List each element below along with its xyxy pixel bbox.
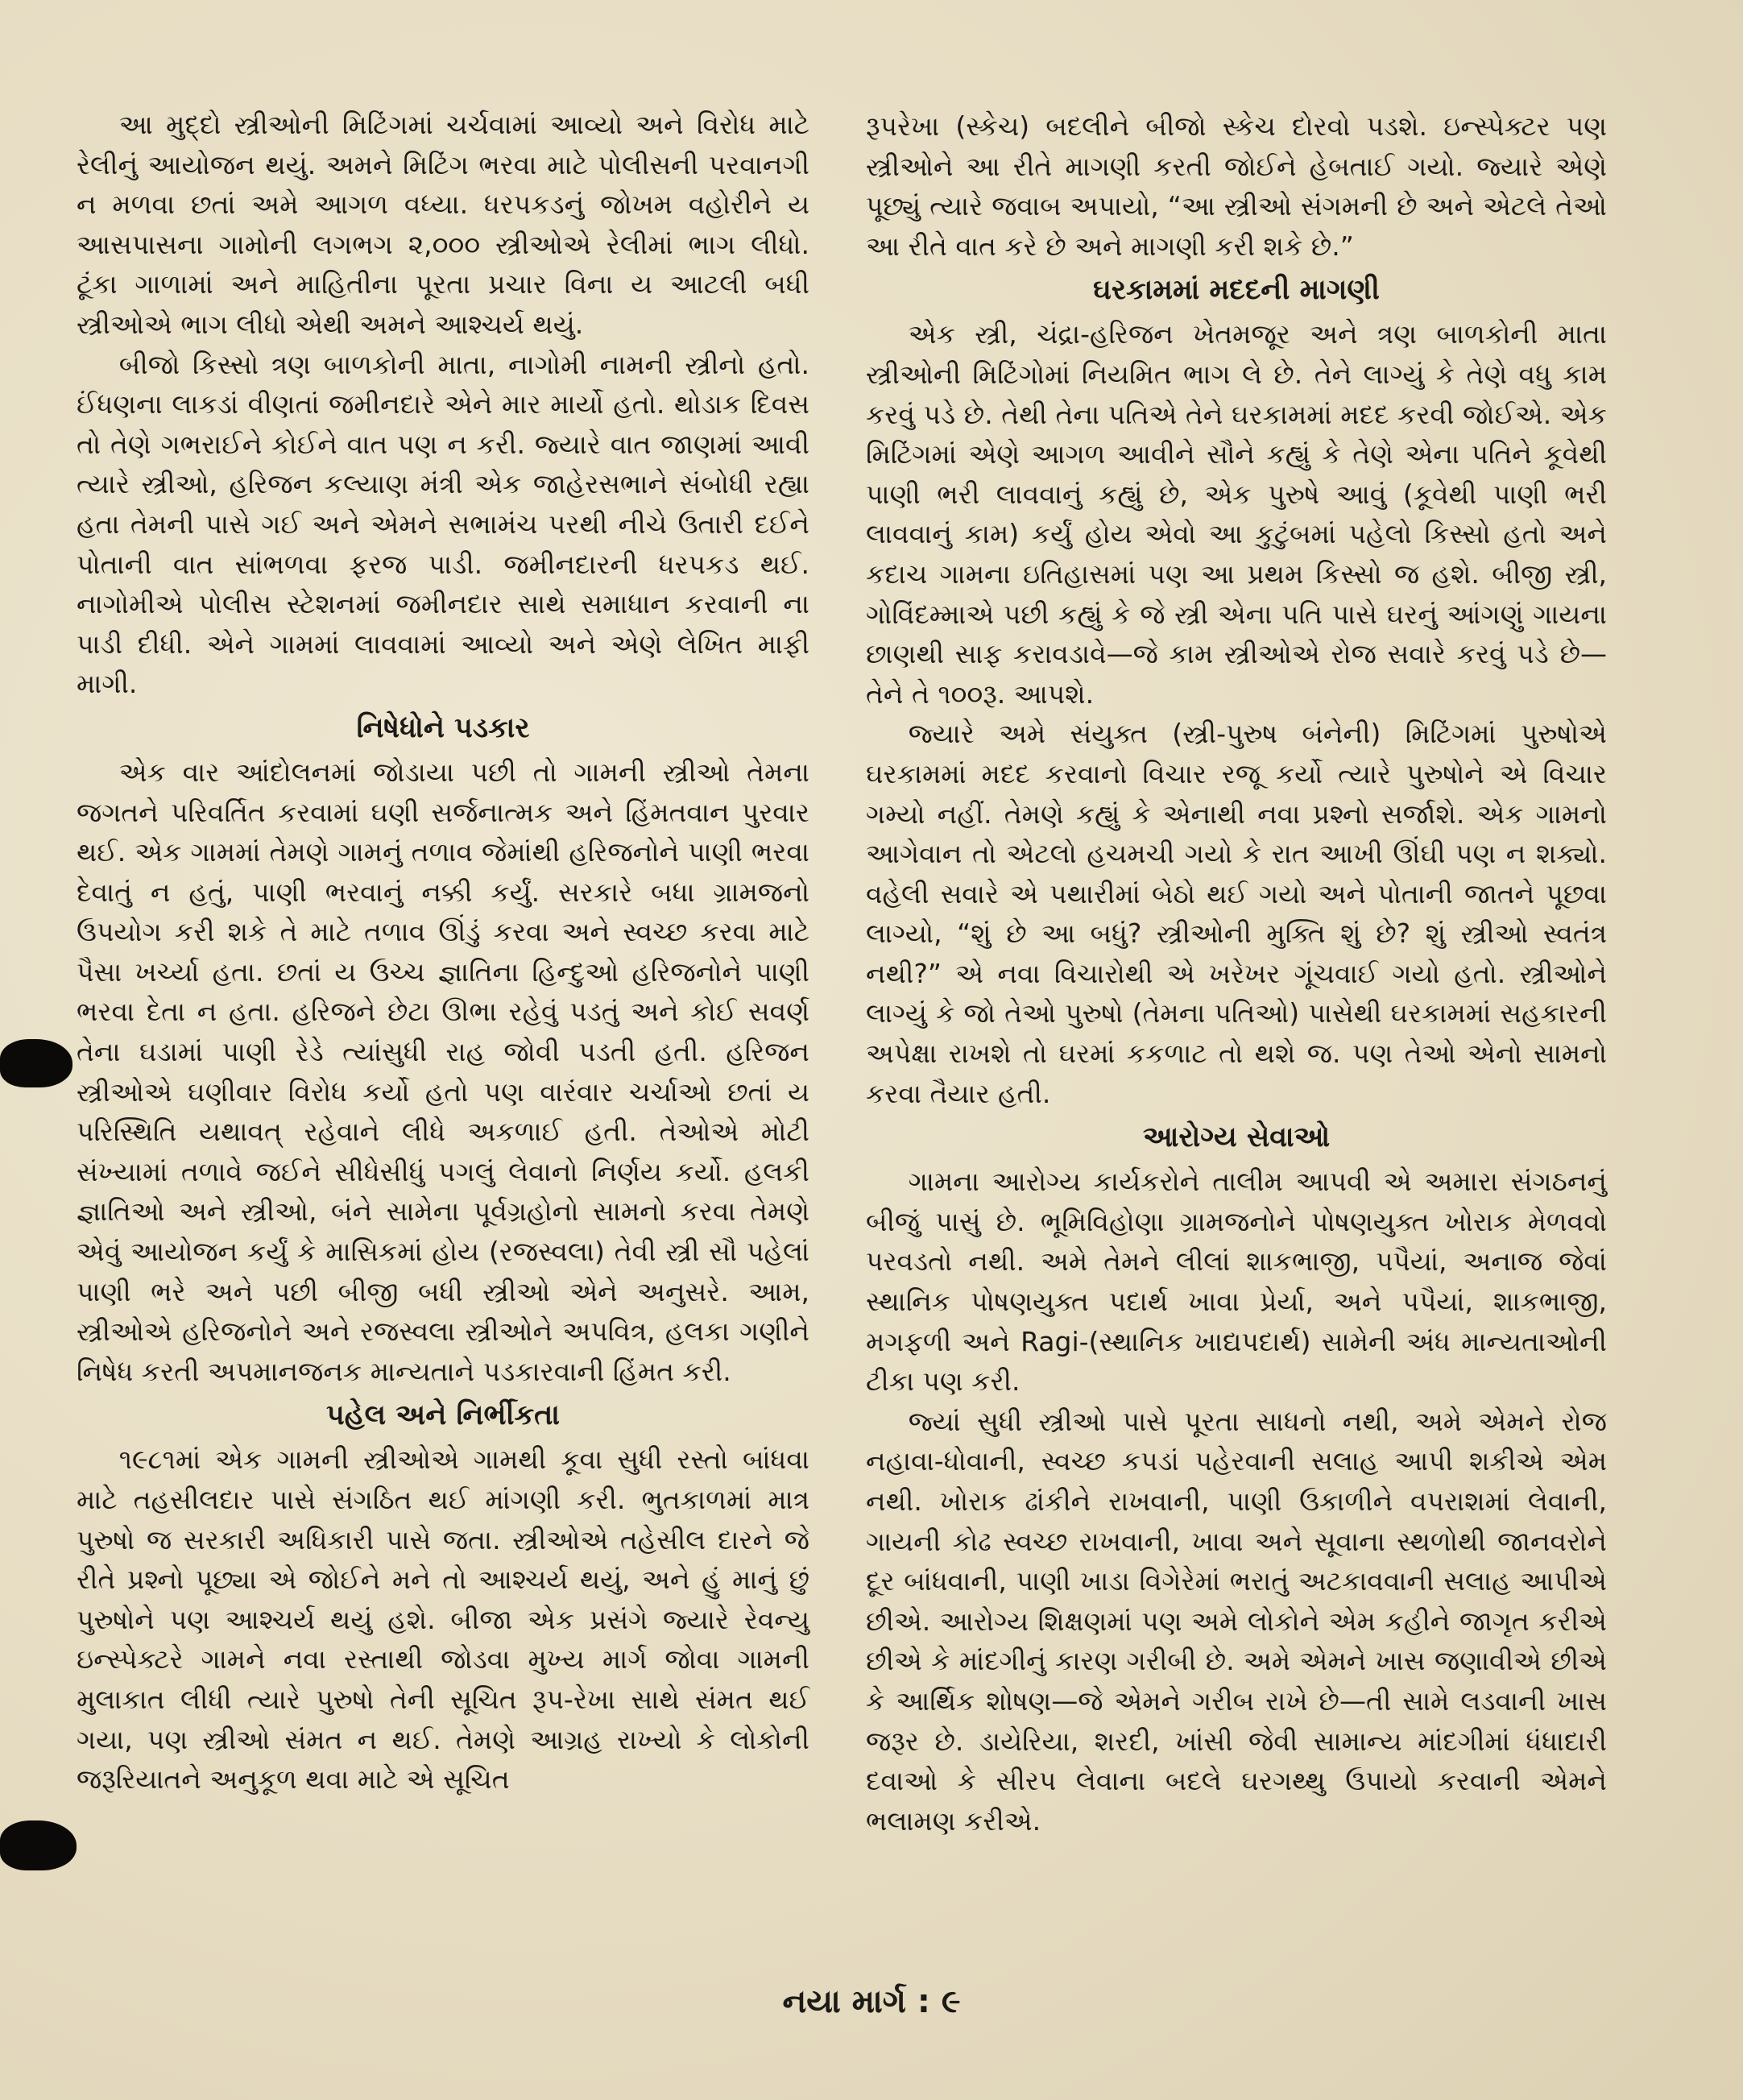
heading-taboo-challenge: નિષેધોને પડકાર (356, 711, 530, 744)
heading-initiative-fearlessness: પહેલ અને નિર્ભીકતા (326, 1399, 560, 1432)
left-paragraph-2: બીજો કિસ્સો ત્રણ બાળકોની માતા, નાગોમી નામની સ્ત્રીનો હતો. ઈંધણના લાકડાં વીણતાં જમીનદારે એને માર માર્યો હતો. થોડાક દિવસ તો તેણે ગભરાઈને કોઈને વાત પણ ન કરી. જ્યારે વાત જાણમાં આવી ત્યારે સ્ત્રીઓ, હરિજન કલ્યાણ મંત્રી એક જાહેરસભાને સંબોધી રહ્યા હતા તેમની પાસે ગઈ અને એમને સભામંચ પરથી નીચે ઉતારી દઈને પોતાની વાત સાંભળવા ફરજ પાડી. જમીનદારની ધરપકડ થઈ. નાગોમીએ પોલીસ સ્ટેશનમાં જમીનદાર સાથે સમાધાન કરવાની ના પાડી દીધી. એને ગામમાં લાવવામાં આવ્યો અને એણે લેખિત માફી માગી. (77, 348, 809, 700)
left-paragraph-1: આ મુદ્દો સ્ત્રીઓની મિટિંગમાં ચર્ચવામાં આવ્યો અને વિરોધ માટે રેલીનું આયોજન થયું. અમને મિટિંગ ભરવા માટે પોલીસની પરવાનગી ન મળવા છતાં અમે આગળ વધ્યા. ધરપકડનું જોખમ વહોરીને ય આસપાસના ગામોની લગભગ ૨,૦૦૦ સ્ત્રીઓએ રેલીમાં ભાગ લીધો. ટૂંકા ગાળામાં અને માહિતીના પૂરતા પ્રચાર વિના ય આટલી બધી સ્ત્રીઓએ ભાગ લીધો એથી અમને આશ્ચર્ય થયું. (77, 109, 809, 340)
right-paragraph-2: એક સ્ત્રી, ચંદ્રા-હરિજન ખેતમજૂર અને ત્રણ બાળકોની માતા સ્ત્રીઓની મિટિંગોમાં નિયમિત ભાગ લે છે. તેને લાગ્યું કે તેણે વધુ કામ કરવું પડે છે. તેથી તેના પતિએ તેને ઘરકામમાં મદદ કરવી જોઈએ. એક મિટિંગમાં એણે આગળ આવીને સૌને કહ્યું કે તેણે એના પતિને કૂવેથી પાણી ભરી લાવવાનું કહ્યું છે, એક પુરુષે આવું (કૂવેથી પાણી ભરી લાવવાનું કામ) કર્યું હોય એવો આ કુટુંબમાં પહેલો કિસ્સો હતો અને કદાચ ગામના ઇતિહાસમાં પણ આ પ્રથમ કિસ્સો જ હશે. બીજી સ્ત્રી, ગોવિંદમ્માએ પછી કહ્યું કે જે સ્ત્રી એના પતિ પાસે ઘરનું આંગણું ગાયના છાણથી સાફ કરાવડાવે—જે કામ સ્ત્રીઓએ રોજ સવારે કરવું પડે છે—તેને તે ૧૦૦રૂ. આપશે. (866, 318, 1607, 710)
left-paragraph-4: ૧૯૮૧માં એક ગામની સ્ત્રીઓએ ગામથી કૂવા સુધી રસ્તો બાંધવા માટે તહસીલદાર પાસે સંગઠિત થઈ માંગણી કરી. ભુતકાળમાં માત્ર પુરુષો જ સરકારી અધિકારી પાસે જતા. સ્ત્રીઓએ તહેસીલ દારને જે રીતે પ્રશ્નો પૂછ્યા એ જોઈને મને તો આશ્ચર્ય થયું, અને હું માનું છું પુરુષોને પણ આશ્ચર્ય થયું હશે. બીજા એક પ્રસંગે જ્યારે રેવન્યુ ઇન્સ્પેક્ટરે ગામને નવા રસ્તાથી જોડવા મુખ્ય માર્ગ જોવા ગામની મુલાકાત લીધી ત્યારે પુરુષો તેની સૂચિત રૂપ-રેખા સાથે સંમત થઈ ગયા, પણ સ્ત્રીઓ સંમત ન થઈ. તેમણે આગ્રહ રાખ્યો કે લોકોની જરૂરિયાતને અનુકૂળ થવા માટે એ સૂચિત (77, 1443, 809, 1796)
ink-blot-lower (0, 1820, 77, 1870)
left-column (77, 105, 809, 1800)
page-footer: નયા માર્ગ : ૯ (782, 1983, 961, 2020)
right-paragraph-4: ગામના આરોગ્ય કાર્યકરોને તાલીમ આપવી એ અમારા સંગઠનનું બીજું પાસું છે. ભૂમિવિહોણા ગ્રામજનોને પોષણયુક્ત ખોરાક મેળવવો પરવડતો નથી. અમે તેમને લીલાં શાકભાજી, પપૈયાં, અનાજ જેવાં સ્થાનિક પોષણયુક્ત પદાર્થ ખાવા પ્રેર્યા, અને પપૈયાં, શાકભાજી, મગફળી અને Ragi-(સ્થાનિક ખાદ્યપદાર્થ) સામેની અંધ માન્યતાઓની ટીકા પણ કરી. (866, 1166, 1607, 1398)
right-paragraph-1: રૂપરેખા (સ્કેચ) બદલીને બીજો સ્કેચ દોરવો પડશે. ઇન્સ્પેક્ટર પણ સ્ત્રીઓને આ રીતે માગણી કરતી જોઈને હેબતાઈ ગયો. જ્યારે એણે પૂછ્યું ત્યારે જવાબ અપાયો, “આ સ્ત્રીઓ સંગમની છે અને એટલે તેઓ આ રીતે વાત કરે છે અને માગણી કરી શકે છે.” (866, 110, 1607, 262)
right-paragraph-3: જ્યારે અમે સંયુક્ત (સ્ત્રી-પુરુષ બંનેની) મિટિંગમાં પુરુષોએ ઘરકામમાં મદદ કરવાનો વિચાર રજૂ કર્યો ત્યારે પુરુષોને એ વિચાર ગમ્યો નહીં. તેમણે કહ્યું કે એનાથી નવા પ્રશ્નો સર્જાશે. એક ગામનો આગેવાન તો એટલો હચમચી ગયો કે રાત આખી ઊંઘી પણ ન શક્યો. વહેલી સવારે એ પથારીમાં બેઠો થઈ ગયો અને પોતાની જાતને પૂછવા લાગ્યો, “શું છે આ બધું? સ્ત્રીઓની મુક્તિ શું છે? શું સ્ત્રીઓ સ્વતંત્ર નથી?” એ નવા વિચારોથી એ ખરેખર ગૂંચવાઈ ગયો હતો. સ્ત્રીઓને લાગ્યું કે જો તેઓ પુરુષો (તેમના પતિઓ) પાસેથી ઘરકામમાં સહકારની અપેક્ષા રાખશે તો ઘરમાં કકળાટ તો થશે જ. પણ તેઓ એનો સામનો કરવા તૈયાર હતી. (866, 718, 1607, 1109)
right-column (866, 106, 1607, 1841)
right-paragraph-5: જ્યાં સુધી સ્ત્રીઓ પાસે પૂરતા સાધનો નથી, અમે એમને રોજ નહાવા-ધોવાની, સ્વચ્છ કપડાં પહેરવાની સલાહ આપી શકીએ એમ નથી. ખોરાક ઢાંકીને રાખવાની, પાણી ઉકાળીને વપરાશમાં લેવાની, ગાયની કોઢ સ્વચ્છ રાખવાની, ખાવા અને સૂવાના સ્થળોથી જાનવરોને દૂર બાંધવાની, પાણી ખાડા વિગેરેમાં ભરાતું અટકાવવાની સલાહ આપીએ છીએ. આરોગ્ય શિક્ષણમાં પણ અમે લોકોને એમ કહીને જાગૃત કરીએ છીએ કે માંદગીનું કારણ ગરીબી છે. અમે એમને ખાસ જણાવીએ છીએ કે આર્થિક શોષણ—જે એમને ગરીબ રાખે છે—તી સામે લડવાની ખાસ જરૂર છે. ડાયેરિયા, શરદી, ખાંસી જેવી સામાન્ય માંદગીમાં ધંધાદારી દવાઓ કે સીરપ લેવાના બદલે ઘરગથ્થુ ઉપાયો કરવાની એમને ભલામણ કરીએ. (866, 1405, 1607, 1837)
heading-housework-help: ઘરકામમાં મદદની માગણી (1093, 274, 1380, 307)
ink-blot-upper (0, 1039, 72, 1087)
heading-health-services: આરોગ્ય સેવાઓ (1142, 1121, 1331, 1154)
left-paragraph-3: એક વાર આંદોલનમાં જોડાયા પછી તો ગામની સ્ત્રીઓ તેમના જગતને પરિવર્તિત કરવામાં ઘણી સર્જનાત્મક અને હિંમતવાન પુરવાર થઈ. એક ગામમાં તેમણે ગામનું તળાવ જેમાંથી હરિજનોને પાણી ભરવા દેવાતું ન હતું, પાણી ભરવાનું નક્કી કર્યું. સરકારે બધા ગ્રામજનો ઉપયોગ કરી શકે તે માટે તળાવ ઊંડું કરવા અને સ્વચ્છ કરવા માટે પૈસા ખર્ચ્યા હતા. છતાં ય ઉચ્ચ જ્ઞાતિના હિન્દુઓ હરિજનોને પાણી ભરવા દેતા ન હતા. હરિજને છેટા ઊભા રહેવું પડતું અને કોઈ સવર્ણ તેના ઘડામાં પાણી રેડે ત્યાંસુધી રાહ જોવી પડતી હતી. હરિજન સ્ત્રીઓએ ઘણીવાર વિરોધ કર્યો હતો પણ વારંવાર ચર્ચાઓ છતાં ય પરિસ્થિતિ યથાવત્ રહેવાને લીધે અકળાઈ હતી. તેઓએ મોટી સંખ્યામાં તળાવે જઈને સીધેસીધું પગલું લેવાનો નિર્ણય કર્યો. હલકી જ્ઞાતિઓ અને સ્ત્રીઓ, બંને સામેના પૂર્વગ્રહોનો સામનો કરવા તેમણે એવું આયોજન કર્યું કે માસિકમાં હોય (રજસ્વલા) તેવી સ્ત્રી સૌ પહેલાં પાણી ભરે અને પછી બીજી બધી સ્ત્રીઓ એને અનુસરે. આમ, સ્ત્રીઓએ હરિજનોને અને રજસ્વલા સ્ત્રીઓને અપવિત્ર, હલકા ગણીને નિષેધ કરતી અપમાનજનક માન્યતાને પડકારવાની હિંમત કરી. (77, 756, 809, 1387)
